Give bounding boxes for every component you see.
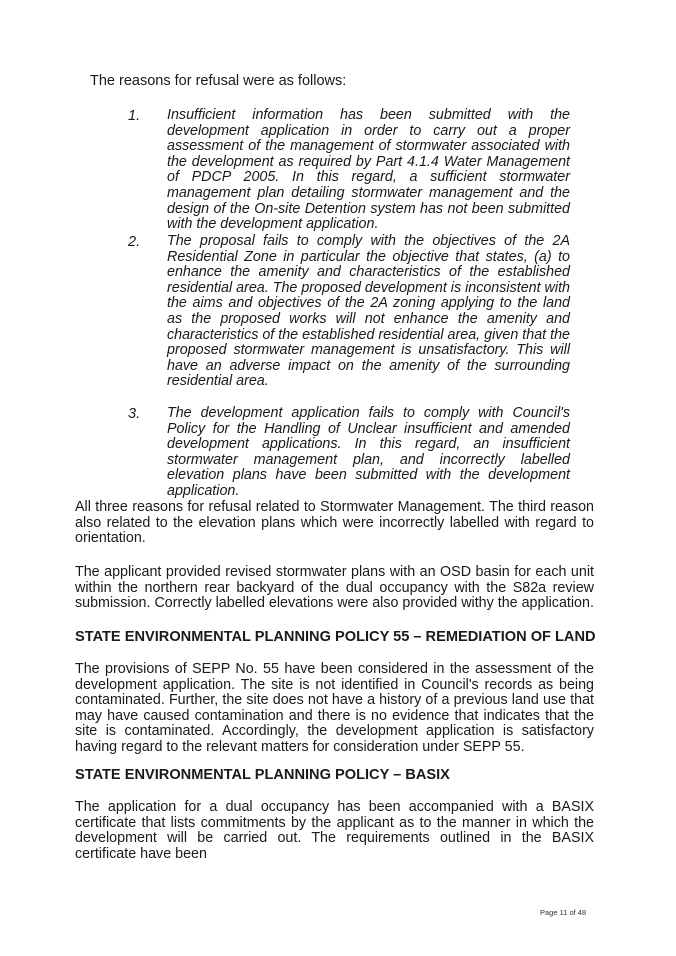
summary-paragraph: All three reasons for refusal related to Stormwater Management. The third reason also related to the elevation plans which were incorrectly labelled with regard to orientation. xyxy=(75,499,594,547)
reason-number: 3. xyxy=(128,406,141,422)
page-number: Page 11 of 48 xyxy=(540,908,587,917)
revision-paragraph: The applicant provided revised stormwater plans with an OSD basin for each unit within the northern rear backyard of the dual occupancy with the S82a review submission. Correctly labelled elevations were also provided withy the application. xyxy=(75,564,594,612)
reason-number: 1. xyxy=(128,108,141,124)
basix-paragraph: The application for a dual occupancy has been accompanied with a BASIX certificate that lists commitments by the applicant as to the manner in which the development will be carried out. The requirements outlined in the BASIX certificate have been xyxy=(75,799,594,862)
sepp55-heading: STATE ENVIRONMENTAL PLANNING POLICY 55 – REMEDIATION OF LAND xyxy=(75,629,596,645)
reason-text: Insufficient information has been submitted with the development application in order to carry out a proper assessment of the management of stormwater associated with the development as required by Part 4.1.4 Water Management of PDCP 2005. In this regard, a sufficient stormwater management plan detailing stormwater management and the design of the On-site Detention system has not been submitted with the development application. xyxy=(167,107,570,233)
sepp55-paragraph: The provisions of SEPP No. 55 have been considered in the assessment of the development application. The site is not identified in Council's records as being contaminated. Further, the site does not have a history of a previous land use that may have caused contamination and there is no evidence that indicates that the site is contaminated. Accordingly, the development application is satisfactory having regard to the relevant matters for consideration under SEPP 55. xyxy=(75,661,594,755)
reason-text: The development application fails to comply with Council's Policy for the Handling of Unclear insufficient and amended development applications. In this regard, an insufficient stormwater management plan, and incorrectly labelled elevation plans have been submitted with the development application. xyxy=(167,405,570,499)
reason-number: 2. xyxy=(128,234,141,250)
basix-heading: STATE ENVIRONMENTAL PLANNING POLICY – BASIX xyxy=(75,767,450,783)
intro-text: The reasons for refusal were as follows: xyxy=(90,73,347,89)
reason-text: The proposal fails to comply with the objectives of the 2A Residential Zone in particular the objective that states, (a) to enhance the amenity and characteristics of the established residential area. The proposed development is inconsistent with the aims and objectives of the 2A zoning applying to the land as the proposed works will not enhance the amenity and characteristics of the established residential area, given that the proposed stormwater management is unsatisfactory. This will have an adverse impact on the amenity of the surrounding residential area. xyxy=(167,233,570,390)
